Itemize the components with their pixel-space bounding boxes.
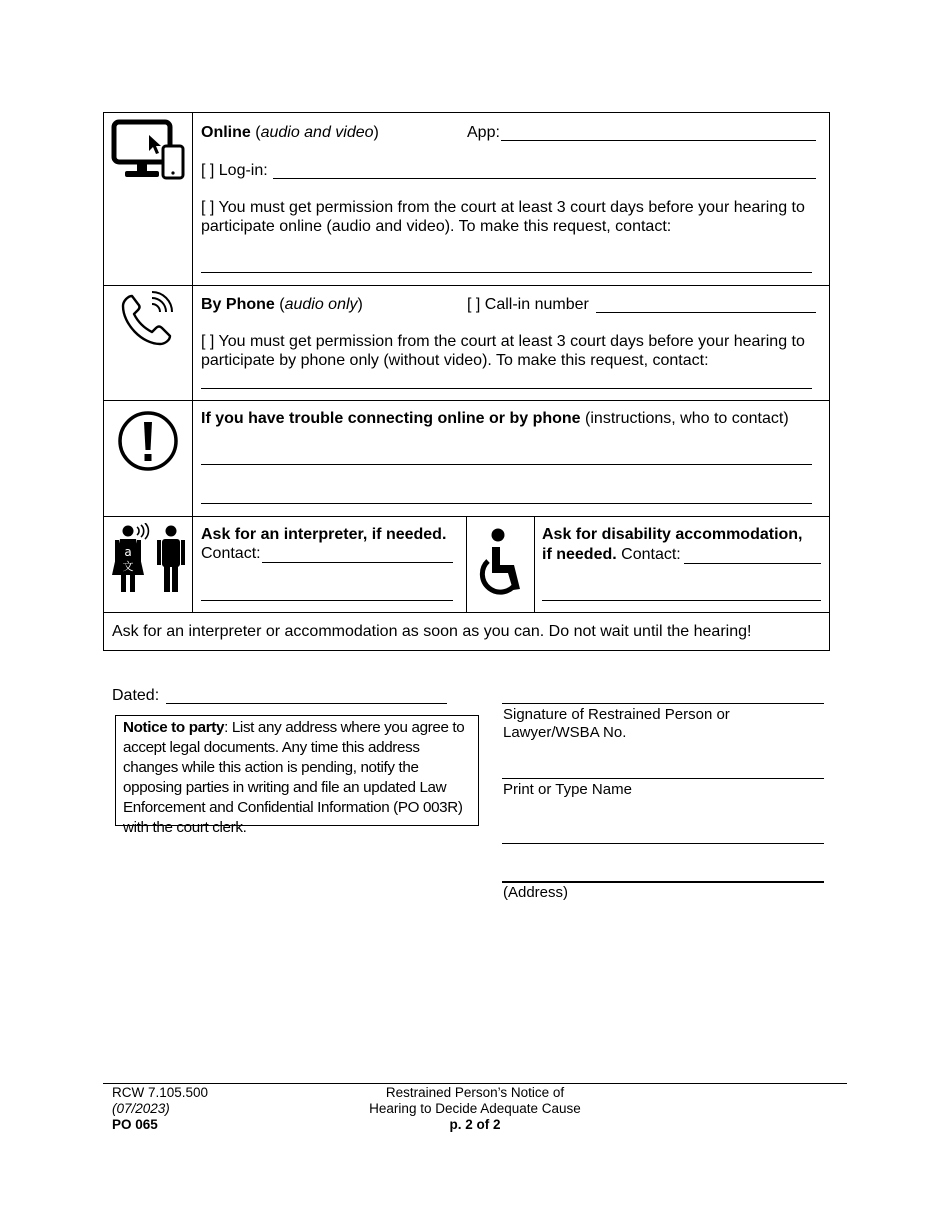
disability-title-line-2 [542, 545, 681, 564]
footer-form-number: PO 065 [112, 1117, 158, 1132]
online-contact-line[interactable] [201, 272, 812, 273]
row-divider [104, 612, 829, 613]
online-permission-checkbox-label[interactable]: [ ] You must get permission from the court at least 3 court days before your hearing to participate online (audio and video). To make this request, contact: [201, 199, 805, 235]
wsba-label: Lawyer/WSBA No. [503, 724, 627, 741]
callin-input-line[interactable] [596, 312, 816, 313]
column-divider [192, 113, 193, 612]
disability-contact-label: Contact: [621, 546, 681, 563]
interpreter-contact-line[interactable] [262, 562, 453, 563]
app-input-line[interactable] [501, 140, 816, 141]
disability-title: Ask for disability accommodation, [542, 526, 803, 543]
address-label: (Address) [503, 884, 569, 901]
footer-title-2: Hearing to Decide Adequate Cause [369, 1101, 581, 1116]
footer-rcw: RCW 7.105.500 [112, 1085, 209, 1100]
footer-title-1: Restrained Person’s Notice of [385, 1085, 565, 1100]
phone-title-text: By Phone [201, 296, 275, 313]
trouble-line-2[interactable] [201, 503, 812, 504]
interpreter-icon [109, 523, 189, 595]
online-title-text: Online [201, 124, 251, 141]
notice-text: : List any address where you agree to accept legal documents. Any time this address changes while this action is pending, notify the opposing parties in writing and file an updated Law Enforcement and Confidential Information (PO 003R) with the court clerk. [123, 719, 465, 836]
disability-title-2: if needed. [542, 546, 617, 563]
phone-contact-line[interactable] [201, 388, 812, 389]
footer-page: p. 2 of 2 [449, 1117, 501, 1132]
phone-icon [118, 290, 178, 350]
address-line-1[interactable] [502, 843, 824, 844]
phone-permission-checkbox-label[interactable]: [ ] You must get permission from the court at least 3 court days before your hearing to participate by phone only (without video). To make this request, contact: [201, 333, 805, 369]
notice-title: Notice to party [123, 719, 225, 736]
app-label: App: [467, 124, 500, 141]
trouble-heading [201, 409, 789, 428]
signature-label: Signature of Restrained Person or [503, 706, 730, 723]
footer-date: (07/2023) [112, 1101, 170, 1116]
wheelchair-icon [476, 525, 526, 597]
login-input-line[interactable] [273, 178, 816, 179]
disability-contact-line[interactable] [684, 563, 821, 564]
svg-text:a: a [124, 545, 132, 559]
exclamation-icon [117, 410, 179, 472]
trouble-title: If you have trouble connecting online or by phone [201, 410, 581, 427]
phone-title: By Phone (audio only) [201, 296, 363, 313]
column-divider [466, 516, 467, 612]
interpreter-title: Ask for an interpreter, if needed. [201, 526, 447, 543]
notice-to-party-box [115, 715, 479, 836]
online-qualifier: audio and video [260, 124, 374, 141]
hearing-options-table [103, 112, 830, 651]
computer-phone-icon [111, 119, 187, 181]
row-divider [104, 400, 829, 401]
row-divider [104, 285, 829, 286]
login-checkbox-label[interactable]: [ ] Log-in: [201, 162, 268, 179]
reminder-text: Ask for an interpreter or accommodation as soon as you can. Do not wait until the hearing! [112, 623, 752, 640]
phone-qualifier: audio only [284, 296, 358, 313]
callin-checkbox-label[interactable]: [ ] Call-in number [467, 296, 589, 313]
signature-line[interactable] [502, 703, 824, 704]
column-divider [534, 516, 535, 612]
online-title: Online (audio and video) [201, 124, 379, 141]
dated-input-line[interactable] [166, 703, 447, 704]
disability-contact-line-2[interactable] [542, 600, 821, 601]
interpreter-contact-line-2[interactable] [201, 600, 453, 601]
dated-label: Dated: [112, 687, 160, 704]
trouble-note: (instructions, who to contact) [585, 410, 789, 427]
print-name-label: Print or Type Name [503, 781, 632, 798]
trouble-line-1[interactable] [201, 464, 812, 465]
print-name-line[interactable] [502, 778, 824, 779]
svg-text:文: 文 [122, 560, 134, 573]
interpreter-contact-label: Contact: [201, 545, 261, 562]
